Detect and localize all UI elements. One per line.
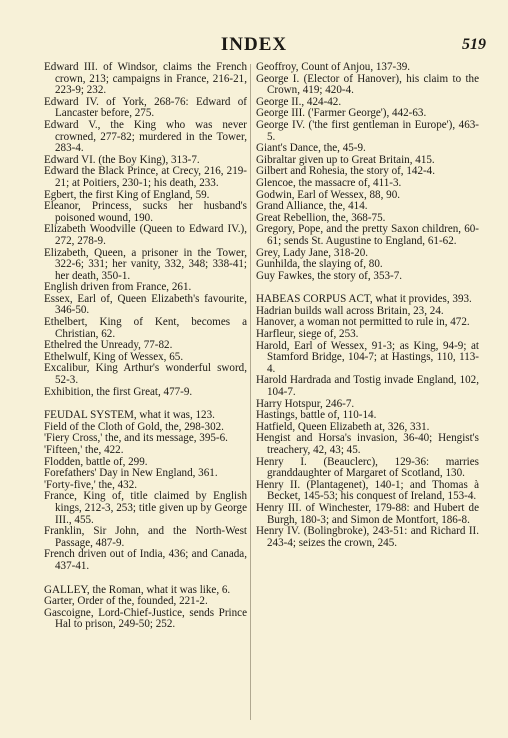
index-entry: Ethelwulf, King of Wessex, 65. xyxy=(44,350,184,363)
index-entry: Great Rebellion, the, 368-75. xyxy=(256,211,386,224)
index-entry: Henry I. (Beauclerc), 129-36: marries granddaughter of Margaret of Scotland, 130. xyxy=(256,455,479,480)
index-entry: George IV. ('the first gentleman in Europe'), 463-5. xyxy=(256,118,479,143)
index-entry: Field of the Cloth of Gold, the, 298-302. xyxy=(44,420,224,433)
index-entry: Hadrian builds wall across Britain, 23, 24. xyxy=(256,304,444,317)
index-entry: Gilbert and Rohesia, the story of, 142-4. xyxy=(256,165,436,178)
index-entry: Gunhilda, the slaying of, 80. xyxy=(256,258,383,271)
index-entry: Egbert, the first King of England, 59. xyxy=(44,188,210,201)
index-entry: Giant's Dance, the, 45-9. xyxy=(256,142,366,155)
index-entry: Glencoe, the massacre of, 411-3. xyxy=(256,176,402,189)
index-entry: FEUDAL SYSTEM, what it was, 123. xyxy=(44,409,215,422)
index-entry: HABEAS CORPUS ACT, what it provides, 393. xyxy=(256,293,472,306)
index-entry: Elizabeth Woodville (Queen to Edward IV.), 272, 278-9. xyxy=(44,223,247,247)
page-number: 519 xyxy=(462,36,486,53)
index-entry: Grey, Lady Jane, 318-20. xyxy=(256,246,369,259)
index-entry: Garter, Order of the, founded, 221-2. xyxy=(44,595,208,608)
index-entry: 'Fiery Cross,' the, and its message, 395-6. xyxy=(44,432,228,445)
index-entry: Harold Hardrada and Tostig invade England, 102, 104-7. xyxy=(256,374,479,399)
index-entry: English driven from France, 261. xyxy=(44,281,192,294)
index-entry: Gregory, Pope, and the pretty Saxon children, 60-61; sends St. Augustine to England, 61-62. xyxy=(256,223,479,247)
index-entry: Henry IV. (Bolingbroke), 243-51: and Richard II. 243-4; seizes the crown, 245. xyxy=(256,525,479,549)
index-entry: Harfleur, siege of, 253. xyxy=(256,328,359,341)
index-entry: Henry II. (Plantagenet), 140-1; and Thomas à Becket, 145-53; his conquest of Ireland, 153-4. xyxy=(256,478,479,503)
index-entry: Eleanor, Princess, sucks her husband's poisoned wound, 190. xyxy=(44,200,247,224)
index-entry: GALLEY, the Roman, what it was like, 6. xyxy=(44,583,231,596)
index-column-left xyxy=(44,62,247,631)
index-entry: Flodden, battle of, 299. xyxy=(44,455,148,468)
index-entry: Ethelred the Unready, 77-82. xyxy=(44,339,173,352)
index-entry: Edward the Black Prince, at Crecy, 216, 219-21; at Poitiers, 230-1; his death, 233. xyxy=(44,165,247,189)
index-entry: Edward V., the King who was never crowned, 277-82; murdered in the Tower, 283-4. xyxy=(44,118,247,155)
index-entry: Excalibur, King Arthur's wonderful sword, 52-3. xyxy=(44,362,247,387)
index-entry: Ethelbert, King of Kent, becomes a Christian, 62. xyxy=(44,316,247,340)
index-entry: George I. (Elector of Hanover), his claim to the Crown, 419; 420-4. xyxy=(256,72,479,97)
index-entry: French driven out of India, 436; and Canada, 437-41. xyxy=(44,548,247,572)
page-title: INDEX xyxy=(220,34,288,55)
index-entry: 'Fifteen,' the, 422. xyxy=(44,444,124,456)
index-entry: Hengist and Horsa's invasion, 36-40; Hengist's treachery, 42, 43; 45. xyxy=(256,432,479,456)
index-entry: Geoffroy, Count of Anjou, 137-39. xyxy=(256,61,411,73)
index-entry: Henry III. of Winchester, 179-88: and Hubert de Burgh, 180-3; and Simon de Montfort, 186-8. xyxy=(256,501,479,526)
index-entry: George II., 424-42. xyxy=(256,95,342,108)
index-entry: Harold, Earl of Wessex, 91-3; as King, 94-9; at Stamford Bridge, 104-7; at Hastings, 110, 113-4. xyxy=(256,339,479,375)
index-entry: Hastings, battle of, 110-14. xyxy=(256,409,377,422)
index-entry: Edward VI. (the Boy King), 313-7. xyxy=(44,153,200,166)
index-entry: Hatfield, Queen Elizabeth at, 326, 331. xyxy=(256,420,430,433)
index-entry: Essex, Earl of, Queen Elizabeth's favourite, 346-50. xyxy=(44,292,247,317)
index-entry: Exhibition, the first Great, 477-9. xyxy=(44,385,193,398)
index-entry: Forefathers' Day in New England, 361. xyxy=(44,467,218,480)
index-entry: Edward III. of Windsor, claims the French crown, 213; campaigns in France, 216-21, 223-9; 232. xyxy=(44,61,247,97)
column-divider xyxy=(250,64,251,720)
index-entry: Franklin, Sir John, and the North-West Passage, 487-9. xyxy=(44,525,247,549)
index-entry: Elizabeth, Queen, a prisoner in the Tower, 322-6; 331; her vanity, 332, 348; 338-41; her death, 350-1. xyxy=(44,246,247,282)
index-entry: Grand Alliance, the, 414. xyxy=(256,200,368,213)
index-entry: Gibraltar given up to Great Britain, 415. xyxy=(256,153,435,166)
page-header xyxy=(0,34,508,56)
index-entry: France, King of, title claimed by English kings, 212-3, 253; title given up by George III., 455. xyxy=(44,490,247,526)
index-entry: Harry Hotspur, 246-7. xyxy=(256,397,355,410)
index-entry: Edward IV. of York, 268-76: Edward of Lancaster before, 275. xyxy=(44,95,247,120)
index-entry: Hanover, a woman not permitted to rule in, 472. xyxy=(256,316,470,329)
index-column-right xyxy=(256,62,479,549)
index-entry: Gascoigne, Lord-Chief-Justice, sends Prince Hal to prison, 249-50; 252. xyxy=(44,606,247,631)
index-entry: Guy Fawkes, the story of, 353-7. xyxy=(256,269,403,282)
index-entry: Godwin, Earl of Wessex, 88, 90. xyxy=(256,188,401,201)
index-entry: 'Forty-five,' the, 432. xyxy=(44,478,138,491)
section-gap xyxy=(44,573,247,585)
index-entry: George III. ('Farmer George'), 442-63. xyxy=(256,107,427,120)
